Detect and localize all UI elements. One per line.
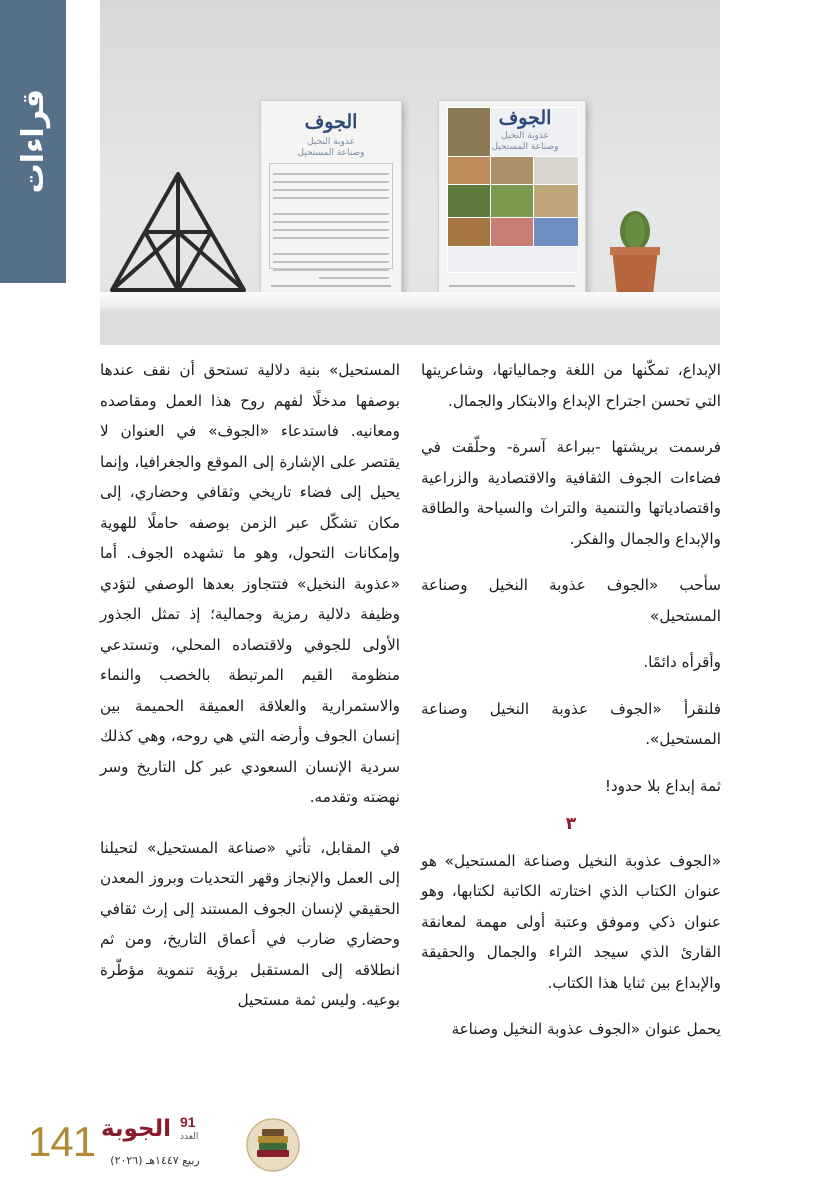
issue-label: العدد — [180, 1132, 199, 1142]
paragraph: فرسمت بريشتها -ببراعة آسرة- وحلّقت في فضاءات الجوف الثقافية والاقتصادية والزراعية واقتصادياتها والتنمية والتراث والسياحة والطاقة والإبداع والجمال والفكر. — [421, 438, 721, 548]
issue-date: ربيع ١٤٤٧هـ (٢٠٢٦) — [110, 1154, 200, 1167]
pyramid-sculpture-icon — [108, 170, 248, 295]
article-photo — [100, 0, 720, 345]
section-label: قراءات — [15, 89, 51, 194]
book-back-subtitle-line1: عذوبة النخيل — [307, 137, 355, 147]
book-back-subtitle-line2: وصناعة المستحيل — [297, 148, 365, 158]
paragraph: سأحب «الجوف عذوبة النخيل وصناعة المستحيل» — [421, 576, 721, 625]
paragraph: وأقرأه دائمًا. — [643, 653, 721, 671]
book-back-title: الجوف — [304, 111, 358, 133]
cactus-pot-icon — [608, 205, 662, 297]
book-front-subtitle — [469, 131, 581, 153]
paragraph: الإبداع، تمكّنها من اللغة وجمالياتها، وشاعريتها التي تحسن اجتراح الإبداع والابتكار والجمال. — [421, 361, 721, 410]
magazine-name: الجوبة — [100, 1116, 172, 1142]
paragraph: في المقابل، تأتي «صناعة المستحيل» لتحيلنا إلى العمل والإنجاز وقهر التحديات وبروز المعدن الحقيقي لإنسان الجوف المستند إلى إرث ثقافي وحضاري ضارب في أعماق التاريخ، ومن ثم انطلاقه إلى المستقبل برؤية تنموية مؤطّرة بوعيه. وليس ثمة مستحيل — [100, 838, 400, 1009]
book-back-text-lines — [273, 167, 389, 285]
issue-number: 91 — [180, 1114, 196, 1130]
wall-below-shelf — [100, 314, 720, 345]
section-number: ٣ — [565, 814, 577, 834]
book-front-footer — [449, 285, 575, 287]
page-footer — [0, 1110, 822, 1200]
paragraph: فلنقرأ «الجوف عذوبة النخيل وصناعة المستحيل». — [421, 699, 721, 748]
paragraph: المستحيل» بنية دلالية تستحق أن نقف عندها بوصفها مدخلًا لفهم روح هذا العمل ومقاصده ومعانيه. فاستدعاء «الجوف» في العنوان لا يقتصر على الإشارة إلى الموقع والجغرافيا، وإنما يحيل إلى فضاء تاريخي وثقافي وحضاري، إلى مكان تشكّل عبر الزمن بوصفه حاملًا للهوية وإمكانات التحول، وهو ما تشهده الجوف. أما «عذوبة النخيل» فتتجاوز بعدها الوصفي لتؤدي وظيفة دلالية رمزية وجمالية؛ إذ تمثل الجذور الأولى للجوفي ولاقتصاده المحلي، وتستدعي منظومة القيم المرتبطة بالخصب والنماء والاستمرارية والعلاقة العميقة الحميمة بين إنسان الجوف وأرضه التي هي روحه، وهي كذلك سردية الإنسان السعودي عبر كل التاريخ وسر نهضته وتقدمه. — [100, 361, 400, 806]
page-number: 141 — [28, 1118, 96, 1165]
paragraph: يحمل عنوان «الجوف عذوبة النخيل وصناعة — [451, 1020, 721, 1038]
section-tab — [0, 0, 66, 283]
books-logo-icon — [246, 1118, 300, 1172]
book-back-cover — [260, 100, 402, 296]
article-column-right — [421, 355, 721, 1045]
book-front-cover — [438, 100, 586, 296]
shelf — [100, 292, 720, 314]
article-column-left — [100, 355, 400, 1016]
book-front-subtitle-line1: عذوبة النخيل — [501, 131, 549, 141]
paragraph: ثمة إبداع بلا حدود! — [604, 776, 721, 795]
book-back-subtitle — [261, 137, 401, 159]
book-back-footer — [271, 285, 391, 287]
book-front-title: الجوف — [498, 107, 552, 129]
paragraph: «الجوف عذوبة النخيل وصناعة المستحيل» هو عنوان الكتاب الذي اختارته الكاتبة لكتابها، وهو عنوان ذكي وموفق وعتبة أولى مهمة لمعانقة القارئ الذي سيجد الثراء والجمال والحقيقة والإبداع بين ثنايا هذا الكتاب. — [421, 851, 721, 992]
book-front-subtitle-line2: وصناعة المستحيل — [491, 142, 559, 152]
